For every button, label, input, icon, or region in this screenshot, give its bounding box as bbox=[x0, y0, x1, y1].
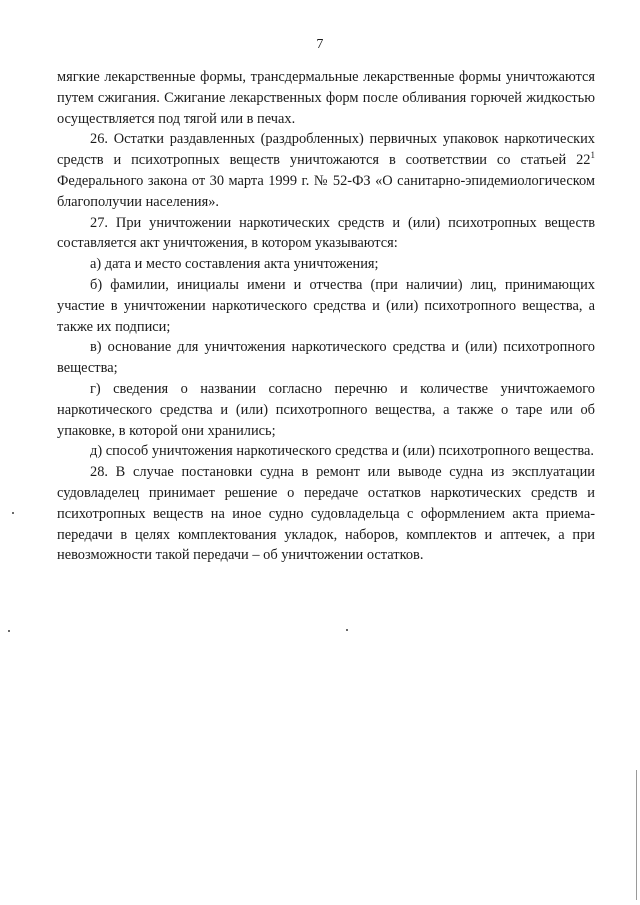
paragraph-26-text-before: 26. Остатки раздавленных (раздробленных) первичных упаковок наркотических средств и психотропных веществ уничтожаются в соответствии со статьей 22 bbox=[57, 131, 595, 169]
page-number: 7 bbox=[316, 37, 324, 52]
paragraph-27-item-v: в) основание для уничтожения наркотического средства и (или) психотропного вещества; bbox=[57, 339, 595, 377]
scan-speck bbox=[12, 512, 14, 514]
document-body bbox=[57, 67, 595, 566]
paragraph-27-item-a: а) дата и место составления акта уничтожения; bbox=[90, 256, 379, 273]
paragraph-27: 27. При уничтожении наркотических средств и (или) психотропных веществ составляется акт уничтожения, в котором указываются: bbox=[57, 214, 595, 252]
paragraph-26-superscript: 1 bbox=[590, 150, 595, 161]
scan-edge-line bbox=[636, 770, 637, 900]
paragraph-27-item-b: б) фамилии, инициалы имени и отчества (при наличии) лиц, принимающих участие в уничтожении наркотического средства и (или) психотропного вещества, а также их подписи; bbox=[57, 276, 595, 335]
scan-speck bbox=[8, 630, 10, 632]
paragraph-26-text-after: Федерального закона от 30 марта 1999 г. № 52-ФЗ «О санитарно-эпидемиологическом благополучии населения». bbox=[57, 172, 595, 210]
paragraph-27-item-g: г) сведения о названии согласно перечню и количестве уничтожаемого наркотического средства и (или) психотропного вещества, а также о таре или об упаковке, в которой они хранились; bbox=[57, 380, 595, 439]
paragraph-continuation: мягкие лекарственные формы, трансдермальные лекарственные формы уничтожаются путем сжигания. Сжигание лекарственных форм после обливания горючей жидкостью осуществляется под тягой или в печах. bbox=[57, 69, 595, 127]
paragraph-27-item-d: д) способ уничтожения наркотического средства и (или) психотропного вещества. bbox=[90, 443, 594, 460]
paragraph-26 bbox=[57, 129, 595, 212]
paragraph-28: 28. В случае постановки судна в ремонт или выводе судна из эксплуатации судовладелец принимает решение о передаче остатков наркотических средств и психотропных веществ на иное судно судовладельца с оформлением акта приема-передачи в целях комплектования укладок, наборов, комплектов и аптечек, а при невозможности такой передачи – об уничтожении остатков. bbox=[57, 464, 595, 564]
scan-speck bbox=[346, 629, 348, 631]
